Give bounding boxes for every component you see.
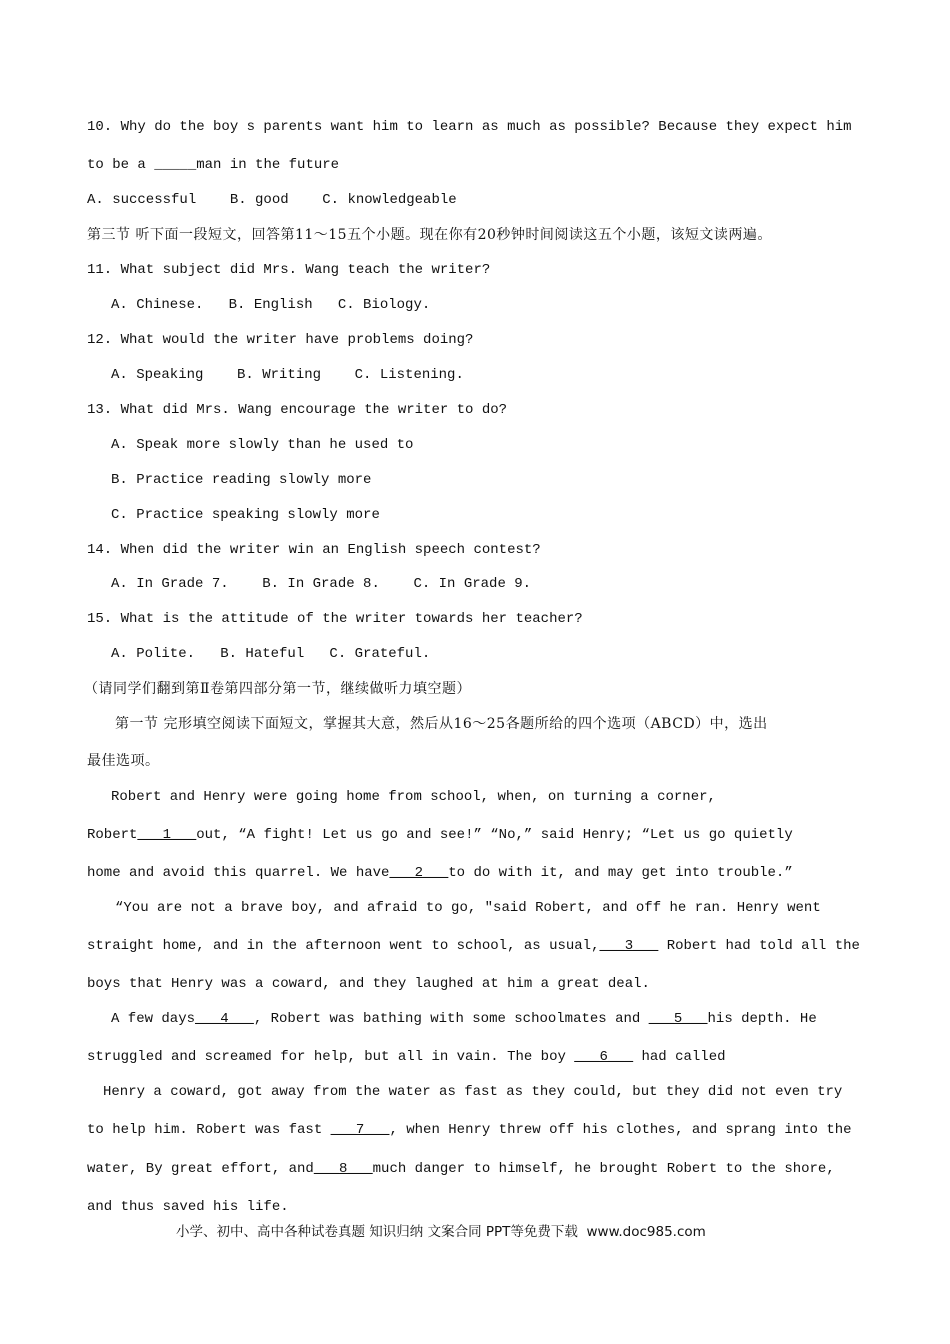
text: his depth. He <box>707 1011 817 1027</box>
passage-line <box>111 1010 817 1028</box>
passage-line: Robert and Henry were going home from school, when, on turning a corner, <box>111 789 716 805</box>
text: Robert had told all the <box>658 938 860 954</box>
blank-7: ___7___ <box>330 1122 390 1138</box>
blank-2: ___2___ <box>389 865 449 881</box>
passage-line <box>87 1048 726 1066</box>
q10-line1: 10. Why do the boy s parents want him to learn as much as possible? Because they expect him <box>87 119 852 135</box>
text: much danger to himself, he brought Robert to the shore, <box>372 1161 835 1177</box>
q10-blank: _____ <box>154 157 197 173</box>
blank-6: ___6___ <box>574 1049 634 1065</box>
question-14: 14. When did the writer win an English speech contest? <box>87 542 541 558</box>
text: to help him. Robert was fast <box>87 1122 331 1138</box>
footer-link[interactable]: 小学、初中、高中各种试卷真题 知识归纳 文案合同 PPT等免费下载 www.doc985.com <box>176 1224 706 1240</box>
option-13a: A. Speak more slowly than he used to <box>111 437 414 453</box>
cloze-intro-cont: 最佳选项。 <box>87 753 160 769</box>
text: struggled and screamed for help, but all in vain. The boy <box>87 1049 575 1065</box>
blank-1: ___1___ <box>137 827 197 843</box>
text: Robert <box>87 827 138 843</box>
blank-3: ___3___ <box>599 938 659 954</box>
question-15: 15. What is the attitude of the writer towards her teacher? <box>87 611 583 627</box>
notice: （请同学们翻到第Ⅱ卷第四部分第一节，继续做听力填空题） <box>84 681 472 697</box>
options-14: A. In Grade 7. B. In Grade 8. C. In Grade 9. <box>111 576 532 592</box>
passage-line <box>87 864 793 882</box>
blank-8: ___8___ <box>313 1161 373 1177</box>
blank-5: ___5___ <box>648 1011 708 1027</box>
q10-options: A. successful B. good C. knowledgeable <box>87 192 457 208</box>
passage-line: boys that Henry was a coward, and they laughed at him a great deal. <box>87 976 650 992</box>
question-13: 13. What did Mrs. Wang encourage the writer to do? <box>87 402 508 418</box>
question-12: 12. What would the writer have problems doing? <box>87 332 474 348</box>
option-13b: B. Practice reading slowly more <box>111 472 372 488</box>
blank-4: ___4___ <box>195 1011 254 1027</box>
passage-line: and thus saved his life. <box>87 1199 289 1215</box>
options-12: A. Speaking B. Writing C. Listening. <box>111 367 464 383</box>
text: out, “A fight! Let us go and see!” “No,” said Henry; “Let us go quietly <box>196 827 793 843</box>
passage-line <box>87 1121 852 1139</box>
text: , when Henry threw off his clothes, and sprang into the <box>389 1122 852 1138</box>
cloze-intro: 第一节 完形填空阅读下面短文，掌握其大意，然后从16～25各题所给的四个选项（ABCD）中，选出 <box>115 716 768 732</box>
passage-line <box>87 1160 835 1178</box>
text: home and avoid this quarrel. We have <box>87 865 390 881</box>
passage-line <box>87 826 793 844</box>
text: to do with it, and may get into trouble.” <box>448 865 793 881</box>
q10-line2 <box>87 156 339 174</box>
text: water, By great effort, and <box>87 1161 314 1177</box>
passage-line: “You are not a brave boy, and afraid to go, ″said Robert, and off he ran. Henry went <box>115 900 821 916</box>
options-15: A. Polite. B. Hateful C. Grateful. <box>111 646 431 662</box>
text: A few days <box>111 1011 196 1027</box>
q10-text: to be a <box>87 157 155 173</box>
text: had called <box>633 1049 726 1065</box>
options-11: A. Chinese. B. English C. Biology. <box>111 297 431 313</box>
text: straight home, and in the afternoon went to school, as usual, <box>87 938 600 954</box>
question-11: 11. What subject did Mrs. Wang teach the writer? <box>87 262 491 278</box>
passage-line <box>87 937 860 955</box>
option-13c: C. Practice speaking slowly more <box>111 507 380 523</box>
text: , Robert was bathing with some schoolmates and <box>253 1011 649 1027</box>
q10-text-end: man in the future <box>196 157 340 173</box>
passage-line: Henry a coward, got away from the water as fast as they could, but they did not even try <box>103 1084 843 1100</box>
section3-intro: 第三节 听下面一段短文，回答第11～15五个小题。现在你有20秒钟时间阅读这五个小题，该短文读两遍。 <box>87 227 772 243</box>
